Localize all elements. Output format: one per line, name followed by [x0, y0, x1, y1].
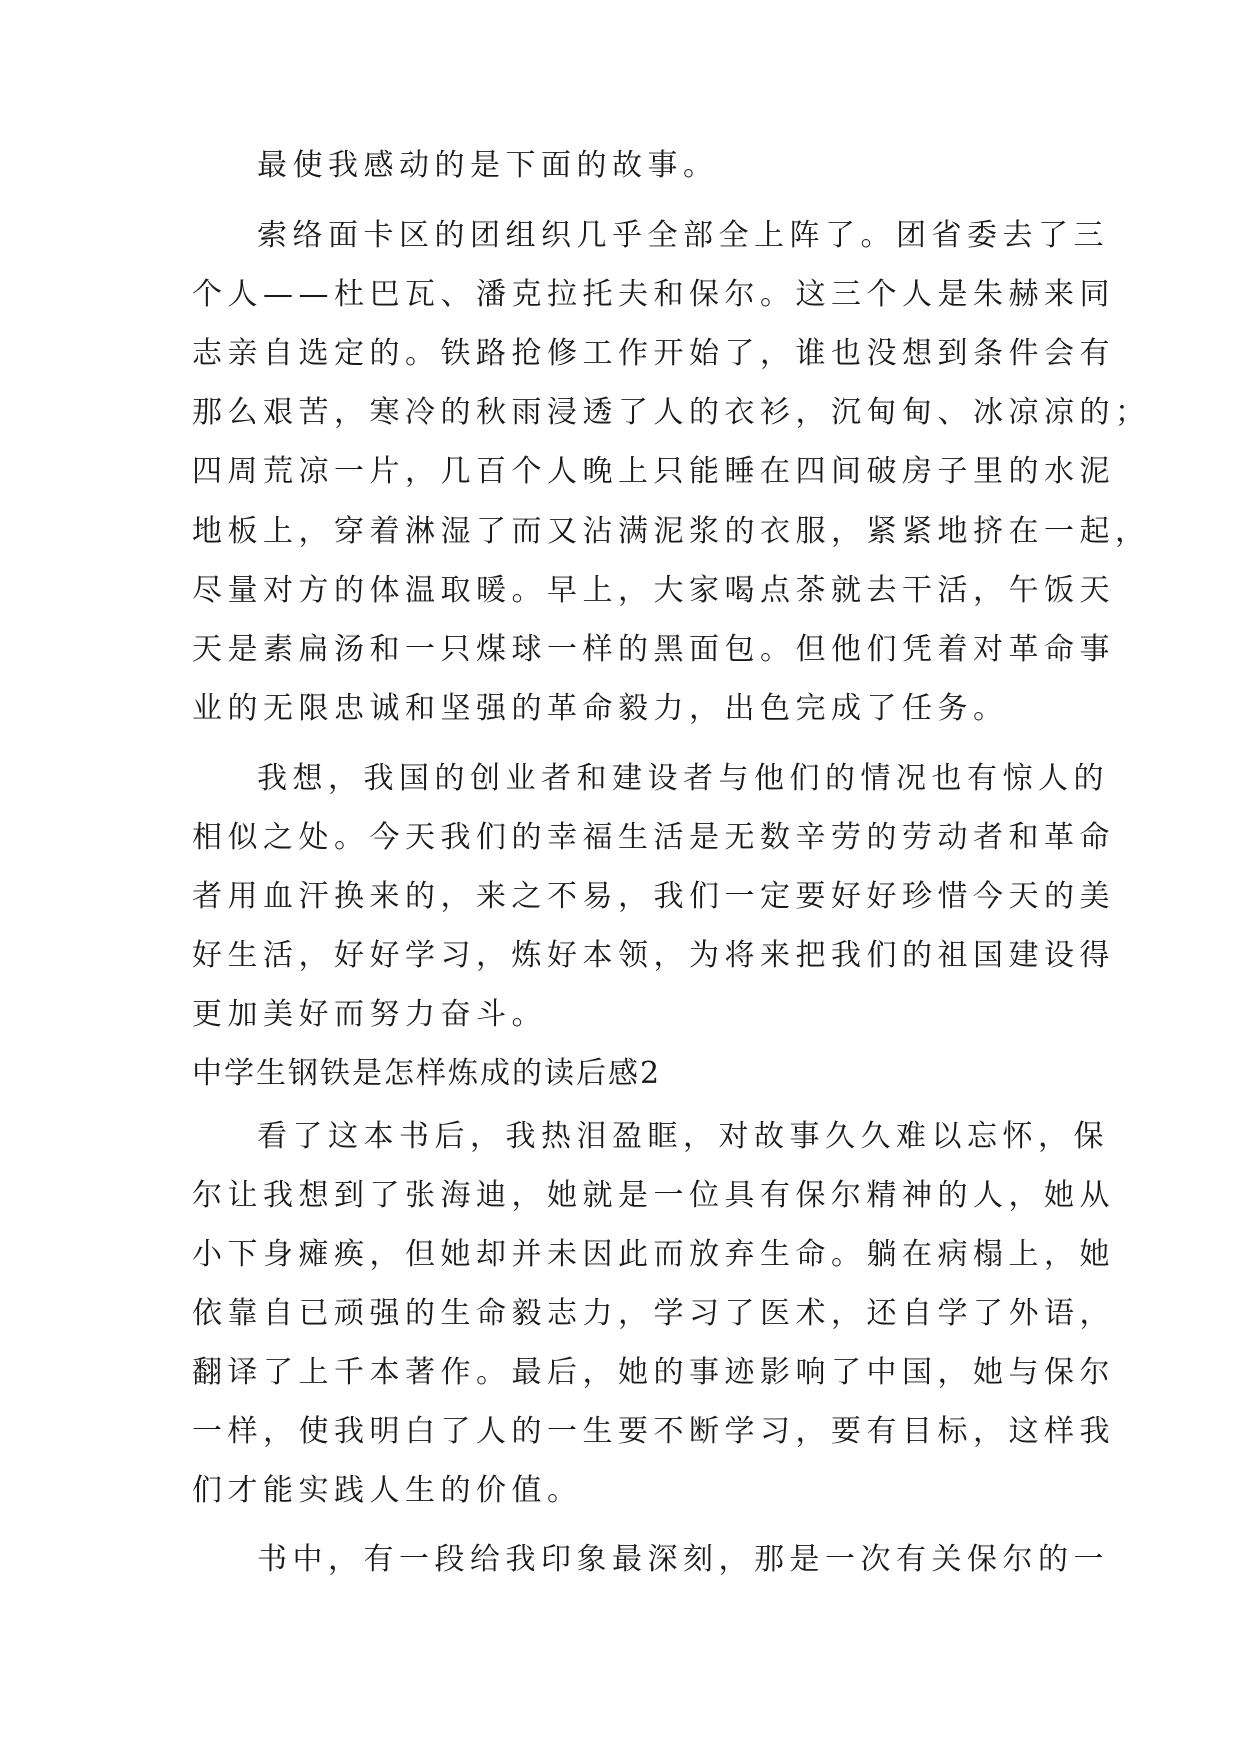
paragraph-line: 尔让我想到了张海迪，她就是一位具有保尔精神的人，她从 — [192, 1178, 1115, 1213]
paragraph-line: 翻译了上千本著作。最后，她的事迹影响了中国，她与保尔 — [192, 1355, 1115, 1390]
paragraph-line: 更加美好而努力奋斗。 — [192, 997, 547, 1032]
section-heading: 中学生钢铁是怎样炼成的读后感2 — [192, 1056, 662, 1091]
paragraph-line: 最使我感动的是下面的故事。 — [257, 148, 719, 183]
paragraph-line: 书中，有一段给我印象最深刻，那是一次有关保尔的一 — [257, 1542, 1109, 1577]
paragraph-line: 天是素扁汤和一只煤球一样的黑面包。但他们凭着对革命事 — [192, 632, 1115, 667]
paragraph-line: 索络面卡区的团组织几乎全部全上阵了。团省委去了三 — [257, 218, 1109, 253]
paragraph-line: 者用血汗换来的，来之不易，我们一定要好好珍惜今天的美 — [192, 879, 1115, 914]
paragraph-line: 我想，我国的创业者和建设者与他们的情况也有惊人的 — [257, 761, 1109, 796]
paragraph-line: 业的无限忠诚和坚强的革命毅力，出色完成了任务。 — [192, 691, 1009, 726]
paragraph-line: 一样，使我明白了人的一生要不断学习，要有目标，这样我 — [192, 1414, 1115, 1449]
paragraph-line: 相似之处。今天我们的幸福生活是无数辛劳的劳动者和革命 — [192, 820, 1115, 855]
paragraph-line: 小下身瘫痪，但她却并未因此而放弃生命。躺在病榻上，她 — [192, 1237, 1115, 1272]
paragraph-line: 们才能实践人生的价值。 — [192, 1473, 583, 1508]
paragraph-line: 那么艰苦，寒冷的秋雨浸透了人的衣衫，沉甸甸、冰凉凉的； — [192, 395, 1151, 430]
paragraph-line: 依靠自已顽强的生命毅志力，学习了医术，还自学了外语， — [192, 1296, 1115, 1331]
paragraph-line: 地板上，穿着淋湿了而又沾满泥浆的衣服，紧紧地挤在一起， — [192, 514, 1151, 549]
paragraph-line: 志亲自选定的。铁路抢修工作开始了，谁也没想到条件会有 — [192, 336, 1115, 371]
paragraph-line: 四周荒凉一片，几百个人晚上只能睡在四间破房子里的水泥 — [192, 454, 1115, 489]
paragraph-line: 好生活，好好学习，炼好本领，为将来把我们的祖国建设得 — [192, 938, 1115, 973]
paragraph-line: 个人——杜巴瓦、潘克拉托夫和保尔。这三个人是朱赫来同 — [192, 277, 1115, 312]
paragraph-line: 看了这本书后，我热泪盈眶，对故事久久难以忘怀，保 — [257, 1119, 1109, 1154]
paragraph-line: 尽量对方的体温取暖。早上，大家喝点茶就去干活，午饭天 — [192, 573, 1115, 608]
